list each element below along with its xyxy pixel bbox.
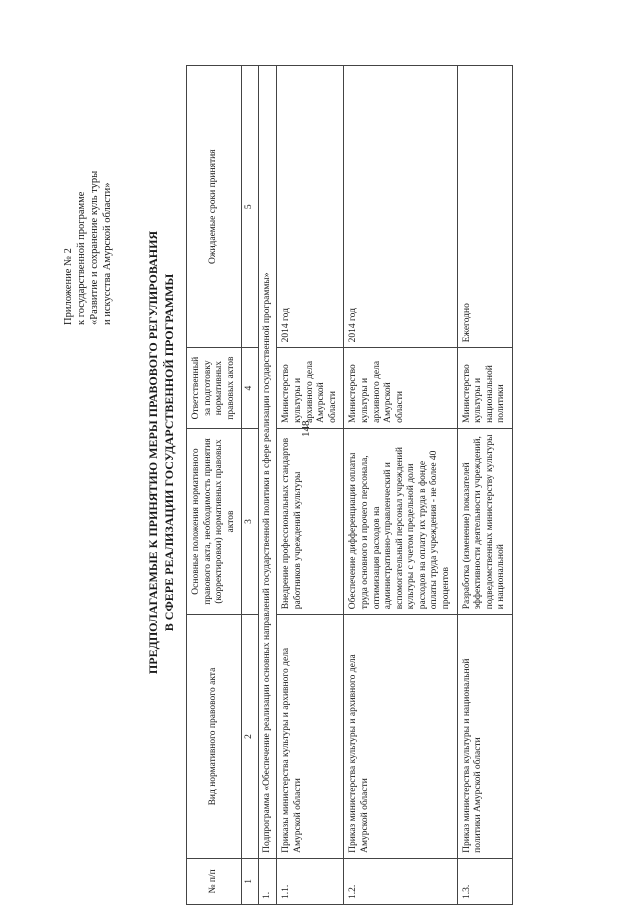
header-deadline: Ожидаемые сроки принятия — [187, 66, 242, 348]
column-number: 1 — [242, 858, 259, 904]
column-number: 5 — [242, 66, 259, 348]
row-provisions: Внедрение профессиональных стандартов работников учреждений культуры — [277, 428, 344, 614]
table-row — [457, 66, 512, 905]
header-act-type: Вид нормативного правового акта — [187, 615, 242, 859]
appendix-line-1: Приложение № 2 — [63, 248, 74, 325]
row-deadline: 2014 год — [344, 66, 457, 348]
row-act-type: Приказы министерства культуры и архивного дела Амурской области — [277, 615, 344, 859]
row-provisions: Разработка (изменение) показателей эффективности деятельности учреждений, подведомственных министерству культуры и национальной — [457, 428, 512, 614]
column-number-row — [242, 66, 259, 905]
header-num: № п/п — [187, 858, 242, 904]
row-num: 1.3. — [457, 858, 512, 904]
subprogram-num: 1. — [258, 858, 277, 904]
row-deadline: 2014 год — [277, 66, 344, 348]
row-responsible: Министерство культуры и архивного дела Амурской области — [344, 348, 457, 428]
appendix-line-2: к государственной программе — [76, 191, 88, 325]
table-row — [344, 66, 457, 905]
row-act-type: Приказ министерства культуры и национальной политики Амурской области — [457, 615, 512, 859]
row-act-type: Приказ министерства культуры и архивного дела Амурской области — [344, 615, 457, 859]
row-num: 1.2. — [344, 858, 457, 904]
subprogram-text: Подпрограмма «Обеспечение реализации основных направлений государственной политики в сфере реализации государственной программы» — [258, 66, 277, 859]
document-title-line-2: В СФЕРЕ РЕАЛИЗАЦИИ ГОСУДАРСТВЕННОЙ ПРОГРАММЫ — [162, 273, 176, 632]
row-num: 1.1. — [277, 858, 344, 904]
appendix-line-3: «Развитие и сохранение куль туры — [89, 170, 101, 325]
table-header-row — [187, 66, 242, 905]
header-provisions: Основные положения нормативного правового акта, необходимость принятия (корректировки) нормативных правовых актов — [187, 428, 242, 614]
column-number: 4 — [242, 348, 259, 428]
row-responsible: Министерство культуры и архивного дела Амурской области — [277, 348, 344, 428]
header-responsible: Ответственный за подготовку нормативных правовых актов — [187, 348, 242, 428]
subprogram-row — [258, 66, 277, 905]
row-provisions: Обеспечение дифференциации оплаты труда основного и прочего персонала, оптимизация расходов на административно-управленческий и вспомогательный персонал учреждений культуры с учетом предельной доли расходов на оплату их труда в фонде оплаты труда учреждения - не более 40 процентов — [344, 428, 457, 614]
page-number: 148 — [300, 420, 312, 437]
column-number: 3 — [242, 428, 259, 614]
row-responsible: Министерство культуры и национальной политики — [457, 348, 512, 428]
regulation-measures-table — [186, 65, 513, 905]
appendix-note — [62, 15, 115, 325]
table-row — [277, 66, 344, 905]
document-title-line-1: ПРЕДПОЛАГАЕМЫЕ К ПРИНЯТИЮ МЕРЫ ПРАВОВОГО РЕГУЛИРОВАНИЯ — [146, 230, 160, 675]
appendix-line-4: и искусства Амурской области» — [102, 182, 114, 325]
row-deadline: Ежегодно — [457, 66, 512, 348]
column-number: 2 — [242, 615, 259, 859]
